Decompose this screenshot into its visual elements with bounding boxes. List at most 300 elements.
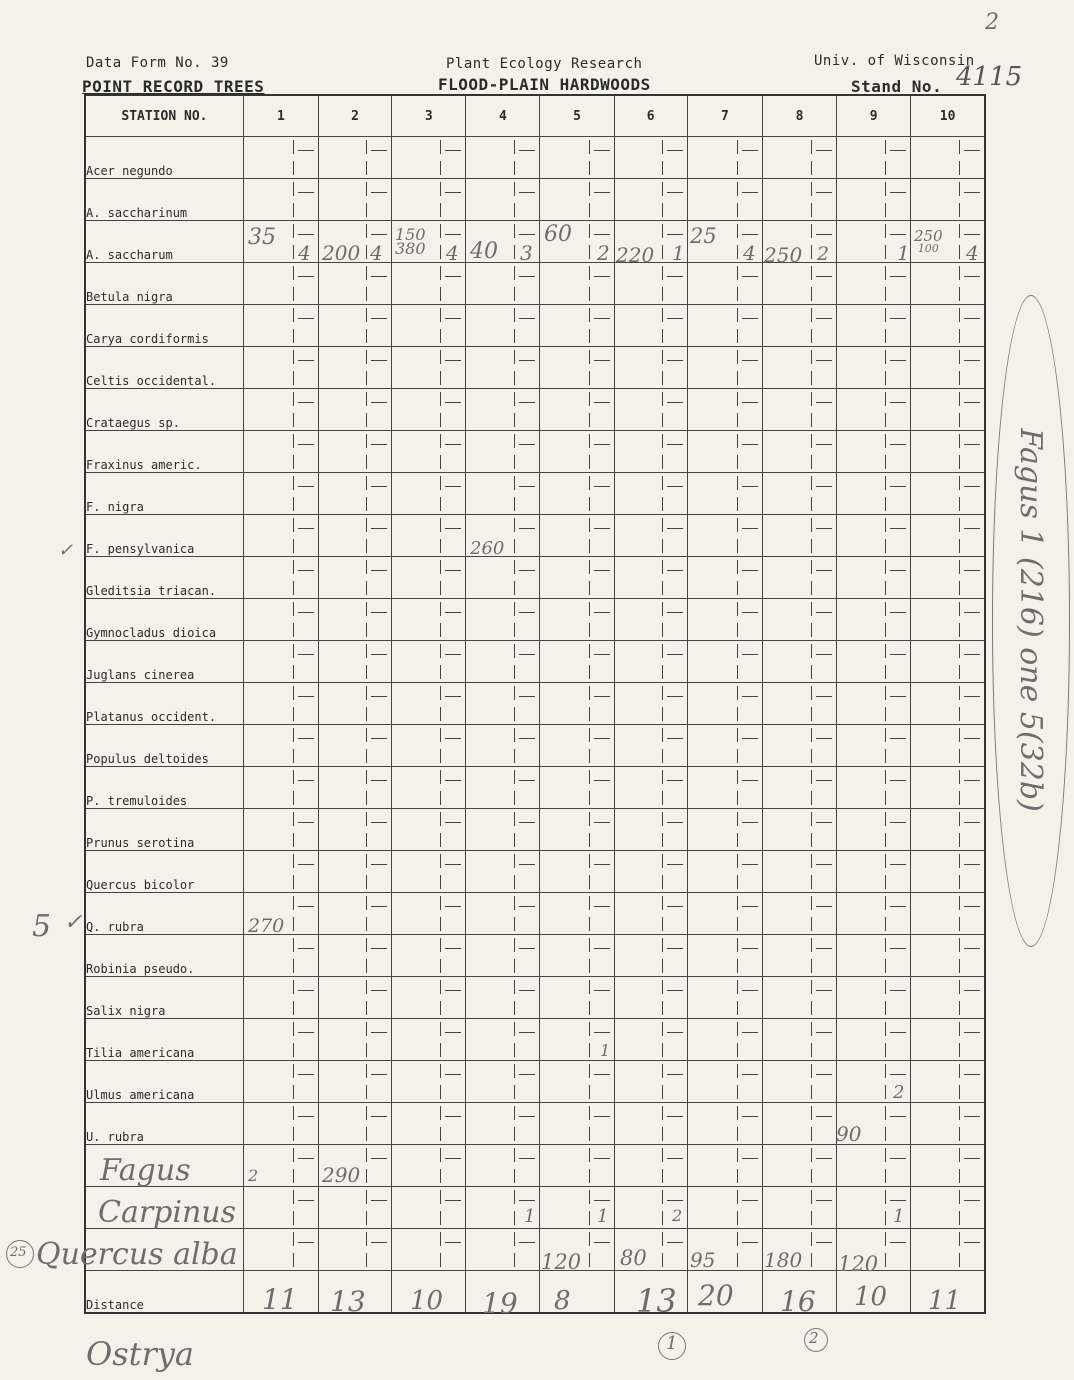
extra-species-cell[interactable] [319, 1187, 392, 1229]
species-cell[interactable] [319, 641, 392, 683]
species-cell[interactable] [466, 809, 540, 851]
species-cell[interactable] [687, 473, 762, 515]
cell-tick-mark [964, 192, 980, 193]
species-cell[interactable] [837, 935, 911, 977]
species-cell[interactable] [319, 977, 392, 1019]
species-cell[interactable] [911, 809, 985, 851]
cell-tick-mark [594, 276, 610, 277]
species-cell[interactable] [319, 305, 392, 347]
species-cell[interactable] [911, 683, 985, 725]
species-cell[interactable] [466, 137, 540, 179]
species-cell[interactable] [837, 305, 911, 347]
cell-tick-mark [890, 1200, 906, 1201]
species-cell[interactable] [762, 389, 836, 431]
species-cell[interactable] [614, 641, 687, 683]
cell-tick-mark [445, 948, 461, 949]
species-cell[interactable] [392, 809, 466, 851]
species-cell[interactable] [687, 935, 762, 977]
species-cell[interactable] [837, 263, 911, 305]
species-cell[interactable] [319, 725, 392, 767]
extra-species-cell[interactable] [911, 1229, 985, 1271]
species-cell[interactable] [837, 599, 911, 641]
species-label: Populus deltoides [85, 725, 243, 767]
ostrya-note: Ostrya [86, 1335, 194, 1373]
distance-cell[interactable] [540, 1271, 614, 1316]
species-cell[interactable] [466, 893, 540, 935]
cell-tick-mark [667, 150, 683, 151]
species-cell[interactable] [687, 263, 762, 305]
species-cell[interactable] [687, 389, 762, 431]
species-cell[interactable] [837, 431, 911, 473]
cell-tick-mark [667, 528, 683, 529]
cell-tick-mark [667, 318, 683, 319]
species-cell[interactable] [687, 851, 762, 893]
species-cell[interactable] [687, 725, 762, 767]
cell-tick-mark [964, 318, 980, 319]
species-cell[interactable] [614, 725, 687, 767]
species-cell[interactable] [837, 515, 911, 557]
cell-tick-mark [816, 654, 832, 655]
species-cell[interactable] [319, 557, 392, 599]
species-cell[interactable] [243, 557, 318, 599]
species-cell[interactable] [614, 599, 687, 641]
species-cell[interactable] [911, 389, 985, 431]
species-cell[interactable] [540, 179, 614, 221]
species-cell[interactable] [911, 767, 985, 809]
species-cell[interactable] [614, 557, 687, 599]
species-cell[interactable] [466, 1019, 540, 1061]
species-cell[interactable] [687, 179, 762, 221]
cell-tick-mark [298, 486, 314, 487]
entry-tilia-s5-q: 1 [600, 1041, 611, 1060]
species-cell[interactable] [911, 137, 985, 179]
cell-tick-mark [890, 360, 906, 361]
species-cell[interactable] [319, 137, 392, 179]
extra-species-cell[interactable] [392, 1229, 466, 1271]
species-label: P. tremuloides [85, 767, 243, 809]
species-cell[interactable] [243, 1061, 318, 1103]
species-cell[interactable] [243, 473, 318, 515]
species-cell[interactable] [687, 809, 762, 851]
distance-s7: 20 [698, 1279, 734, 1312]
species-cell[interactable] [911, 263, 985, 305]
species-cell[interactable] [762, 305, 836, 347]
species-cell[interactable] [540, 977, 614, 1019]
species-cell[interactable] [243, 851, 318, 893]
species-cell[interactable] [540, 347, 614, 389]
cell-tick-mark [742, 1200, 758, 1201]
species-cell[interactable] [540, 935, 614, 977]
species-cell[interactable] [762, 641, 836, 683]
species-cell[interactable] [392, 599, 466, 641]
extra-species-cell[interactable] [540, 1145, 614, 1187]
species-cell[interactable] [243, 767, 318, 809]
cell-tick-mark [298, 612, 314, 613]
species-cell[interactable] [540, 305, 614, 347]
species-cell[interactable] [540, 431, 614, 473]
org-name: Plant Ecology Research [446, 56, 643, 72]
species-cell[interactable] [911, 347, 985, 389]
species-cell[interactable] [911, 473, 985, 515]
cell-tick-mark [445, 276, 461, 277]
species-cell[interactable] [762, 977, 836, 1019]
species-cell[interactable] [687, 137, 762, 179]
cell-tick-mark [519, 738, 535, 739]
species-cell[interactable] [911, 1019, 985, 1061]
species-cell[interactable] [319, 809, 392, 851]
species-cell[interactable] [392, 1019, 466, 1061]
species-cell[interactable] [319, 1019, 392, 1061]
species-cell[interactable] [837, 347, 911, 389]
species-cell[interactable] [614, 809, 687, 851]
species-cell[interactable] [540, 515, 614, 557]
species-cell[interactable] [762, 767, 836, 809]
species-cell[interactable] [614, 1019, 687, 1061]
species-cell[interactable] [911, 431, 985, 473]
species-cell[interactable] [837, 683, 911, 725]
extra-species-cell[interactable] [687, 1187, 762, 1229]
species-cell[interactable] [466, 641, 540, 683]
species-cell[interactable] [392, 767, 466, 809]
species-cell[interactable] [243, 389, 318, 431]
species-cell[interactable] [466, 1061, 540, 1103]
species-cell[interactable] [319, 389, 392, 431]
cell-tick-mark [890, 696, 906, 697]
station-10: 10 [911, 95, 985, 137]
species-cell[interactable] [466, 935, 540, 977]
species-cell[interactable] [243, 977, 318, 1019]
species-cell[interactable] [392, 683, 466, 725]
species-cell[interactable] [687, 893, 762, 935]
species-cell[interactable] [392, 137, 466, 179]
species-cell[interactable] [392, 263, 466, 305]
cell-tick-mark [445, 1158, 461, 1159]
species-cell[interactable] [614, 431, 687, 473]
species-cell[interactable] [837, 179, 911, 221]
species-cell[interactable] [466, 1103, 540, 1145]
cell-tick-mark [816, 864, 832, 865]
species-cell[interactable] [243, 179, 318, 221]
species-cell[interactable] [243, 1103, 318, 1145]
extra-species-cell[interactable] [466, 1229, 540, 1271]
species-cell[interactable] [614, 683, 687, 725]
cell-tick-mark [445, 696, 461, 697]
species-cell[interactable] [392, 431, 466, 473]
cell-tick-mark [742, 402, 758, 403]
extra-species-cell[interactable] [614, 1145, 687, 1187]
species-cell[interactable] [762, 809, 836, 851]
cell-tick-mark [594, 822, 610, 823]
species-cell[interactable] [762, 1019, 836, 1061]
species-cell[interactable] [762, 851, 836, 893]
species-cell[interactable] [540, 1103, 614, 1145]
species-cell[interactable] [837, 767, 911, 809]
species-cell[interactable] [540, 767, 614, 809]
species-cell[interactable] [243, 431, 318, 473]
cell-tick-mark [445, 444, 461, 445]
species-cell[interactable] [837, 977, 911, 1019]
species-cell[interactable] [762, 599, 836, 641]
species-cell[interactable] [911, 515, 985, 557]
species-cell[interactable] [911, 641, 985, 683]
species-cell[interactable] [392, 893, 466, 935]
species-cell[interactable] [762, 515, 836, 557]
species-cell[interactable] [392, 641, 466, 683]
species-cell[interactable] [466, 977, 540, 1019]
species-cell[interactable] [319, 431, 392, 473]
species-cell[interactable] [466, 767, 540, 809]
species-cell[interactable] [911, 935, 985, 977]
extra-species-cell[interactable] [319, 1229, 392, 1271]
species-cell[interactable] [762, 431, 836, 473]
cell-tick-mark [519, 1032, 535, 1033]
species-cell[interactable] [614, 893, 687, 935]
species-cell[interactable] [614, 179, 687, 221]
cell-tick-mark [816, 948, 832, 949]
species-cell[interactable] [319, 935, 392, 977]
species-cell[interactable] [837, 851, 911, 893]
species-cell[interactable] [614, 347, 687, 389]
species-cell[interactable] [243, 263, 318, 305]
species-cell[interactable] [466, 305, 540, 347]
entry-carpinus-s5-q: 1 [597, 1206, 609, 1227]
species-cell[interactable] [319, 1061, 392, 1103]
cell-tick-mark [594, 528, 610, 529]
species-cell[interactable] [466, 557, 540, 599]
species-cell[interactable] [837, 893, 911, 935]
species-cell[interactable] [687, 515, 762, 557]
species-cell[interactable] [687, 305, 762, 347]
species-cell[interactable] [466, 347, 540, 389]
cell-tick-mark [667, 696, 683, 697]
species-cell[interactable] [540, 851, 614, 893]
species-cell[interactable] [614, 1061, 687, 1103]
species-cell[interactable] [243, 347, 318, 389]
species-cell[interactable] [319, 515, 392, 557]
species-cell[interactable] [319, 851, 392, 893]
species-cell[interactable] [392, 851, 466, 893]
species-cell[interactable] [687, 557, 762, 599]
species-cell[interactable] [392, 473, 466, 515]
species-cell[interactable] [687, 1103, 762, 1145]
species-cell[interactable] [837, 1019, 911, 1061]
extra-species-cell[interactable] [762, 1145, 836, 1187]
species-cell[interactable] [392, 935, 466, 977]
species-cell[interactable] [837, 809, 911, 851]
cell-tick-mark [594, 738, 610, 739]
species-cell[interactable] [837, 557, 911, 599]
species-cell[interactable] [540, 683, 614, 725]
extra-species-cell[interactable] [243, 1187, 318, 1229]
species-cell[interactable] [540, 473, 614, 515]
species-cell[interactable] [466, 599, 540, 641]
species-cell[interactable] [466, 473, 540, 515]
species-cell[interactable] [762, 683, 836, 725]
species-cell[interactable] [911, 599, 985, 641]
species-cell[interactable] [762, 179, 836, 221]
species-cell[interactable] [762, 1103, 836, 1145]
entry-saccharum-s10-b: 100 [917, 241, 939, 255]
species-cell[interactable] [614, 1103, 687, 1145]
species-cell[interactable] [243, 641, 318, 683]
species-cell[interactable] [614, 305, 687, 347]
species-cell[interactable] [614, 263, 687, 305]
species-cell[interactable] [911, 179, 985, 221]
species-cell[interactable] [837, 389, 911, 431]
entry-quercus-alba-s5: 120 [541, 1250, 582, 1274]
species-cell[interactable] [540, 389, 614, 431]
species-cell[interactable] [762, 137, 836, 179]
species-cell[interactable] [762, 263, 836, 305]
species-cell[interactable] [392, 557, 466, 599]
species-cell[interactable] [319, 893, 392, 935]
species-cell[interactable] [614, 851, 687, 893]
cell-tick-mark [519, 864, 535, 865]
handwritten-species-fagus: Fagus [100, 1153, 191, 1188]
species-cell[interactable] [392, 1103, 466, 1145]
species-cell[interactable] [392, 347, 466, 389]
species-cell[interactable] [762, 347, 836, 389]
species-cell[interactable] [466, 389, 540, 431]
species-cell[interactable] [319, 683, 392, 725]
species-cell[interactable] [319, 767, 392, 809]
station-9: 9 [837, 95, 911, 137]
extra-species-cell[interactable] [687, 1145, 762, 1187]
cell-tick-mark [298, 1242, 314, 1243]
species-cell[interactable] [540, 893, 614, 935]
extra-species-cell[interactable] [392, 1145, 466, 1187]
species-cell[interactable] [762, 725, 836, 767]
extra-species-cell[interactable] [762, 1187, 836, 1229]
species-cell[interactable] [466, 725, 540, 767]
species-cell[interactable] [540, 1061, 614, 1103]
species-cell[interactable] [687, 1019, 762, 1061]
cell-tick-mark [445, 234, 461, 235]
species-cell[interactable] [466, 263, 540, 305]
species-cell[interactable] [466, 851, 540, 893]
species-cell[interactable] [392, 515, 466, 557]
cell-tick-mark [371, 1158, 387, 1159]
species-cell[interactable] [762, 1061, 836, 1103]
species-cell[interactable] [392, 725, 466, 767]
extra-species-cell[interactable] [392, 1187, 466, 1229]
extra-species-cell[interactable] [837, 1145, 911, 1187]
cell-tick-mark [298, 1074, 314, 1075]
species-cell[interactable] [319, 263, 392, 305]
species-cell[interactable] [319, 599, 392, 641]
species-cell[interactable] [837, 137, 911, 179]
species-cell[interactable] [540, 557, 614, 599]
species-cell[interactable] [243, 809, 318, 851]
species-cell[interactable] [762, 935, 836, 977]
species-cell[interactable] [614, 515, 687, 557]
extra-species-cell[interactable] [466, 1145, 540, 1187]
species-cell[interactable] [540, 599, 614, 641]
species-cell[interactable] [392, 977, 466, 1019]
species-cell[interactable] [392, 389, 466, 431]
species-cell[interactable] [243, 935, 318, 977]
species-cell[interactable] [540, 725, 614, 767]
species-cell[interactable] [466, 683, 540, 725]
species-cell[interactable] [911, 977, 985, 1019]
species-cell[interactable] [614, 935, 687, 977]
species-cell[interactable] [319, 473, 392, 515]
species-cell[interactable] [911, 893, 985, 935]
species-cell[interactable] [837, 473, 911, 515]
extra-species-cell[interactable] [911, 1145, 985, 1187]
species-cell[interactable] [687, 1061, 762, 1103]
species-cell[interactable] [837, 725, 911, 767]
species-cell[interactable] [911, 725, 985, 767]
species-cell[interactable] [687, 977, 762, 1019]
species-cell[interactable] [540, 809, 614, 851]
species-cell[interactable] [614, 767, 687, 809]
species-cell[interactable] [614, 473, 687, 515]
species-cell[interactable] [911, 1061, 985, 1103]
cell-tick-mark [298, 654, 314, 655]
species-cell[interactable] [466, 431, 540, 473]
extra-species-cell[interactable] [243, 1229, 318, 1271]
species-cell[interactable] [687, 431, 762, 473]
species-cell[interactable] [243, 683, 318, 725]
species-cell[interactable] [392, 179, 466, 221]
species-cell[interactable] [762, 473, 836, 515]
species-cell[interactable] [243, 1019, 318, 1061]
entry-saccharum-s9-q: 1 [897, 241, 910, 265]
species-cell[interactable] [911, 851, 985, 893]
species-cell[interactable] [319, 1103, 392, 1145]
species-cell[interactable] [540, 263, 614, 305]
species-cell[interactable] [243, 137, 318, 179]
cell-tick-mark [742, 1074, 758, 1075]
species-cell[interactable] [762, 893, 836, 935]
species-cell[interactable] [687, 767, 762, 809]
cell-tick-mark [445, 822, 461, 823]
cell-tick-mark [667, 990, 683, 991]
species-cell[interactable] [911, 305, 985, 347]
cell-tick-mark [667, 192, 683, 193]
species-cell[interactable] [687, 599, 762, 641]
species-cell[interactable] [392, 1061, 466, 1103]
species-cell[interactable] [911, 557, 985, 599]
species-cell[interactable] [614, 389, 687, 431]
cell-tick-mark [445, 612, 461, 613]
species-cell[interactable] [762, 557, 836, 599]
extra-species-cell[interactable] [911, 1187, 985, 1229]
species-cell[interactable] [687, 347, 762, 389]
species-cell[interactable] [243, 305, 318, 347]
species-cell[interactable] [687, 641, 762, 683]
species-cell[interactable] [319, 347, 392, 389]
species-cell[interactable] [837, 641, 911, 683]
species-cell[interactable] [243, 599, 318, 641]
cell-tick-mark [371, 822, 387, 823]
species-cell[interactable] [614, 137, 687, 179]
species-cell[interactable] [911, 1103, 985, 1145]
species-cell[interactable] [540, 137, 614, 179]
species-cell[interactable] [392, 305, 466, 347]
species-label: Quercus bicolor [85, 851, 243, 893]
species-cell[interactable] [243, 515, 318, 557]
species-cell[interactable] [466, 179, 540, 221]
species-cell[interactable] [319, 179, 392, 221]
species-cell[interactable] [540, 641, 614, 683]
species-cell[interactable] [243, 725, 318, 767]
species-cell[interactable] [687, 683, 762, 725]
species-cell[interactable] [614, 977, 687, 1019]
cell-tick-mark [964, 234, 980, 235]
cell-tick-mark [445, 1242, 461, 1243]
